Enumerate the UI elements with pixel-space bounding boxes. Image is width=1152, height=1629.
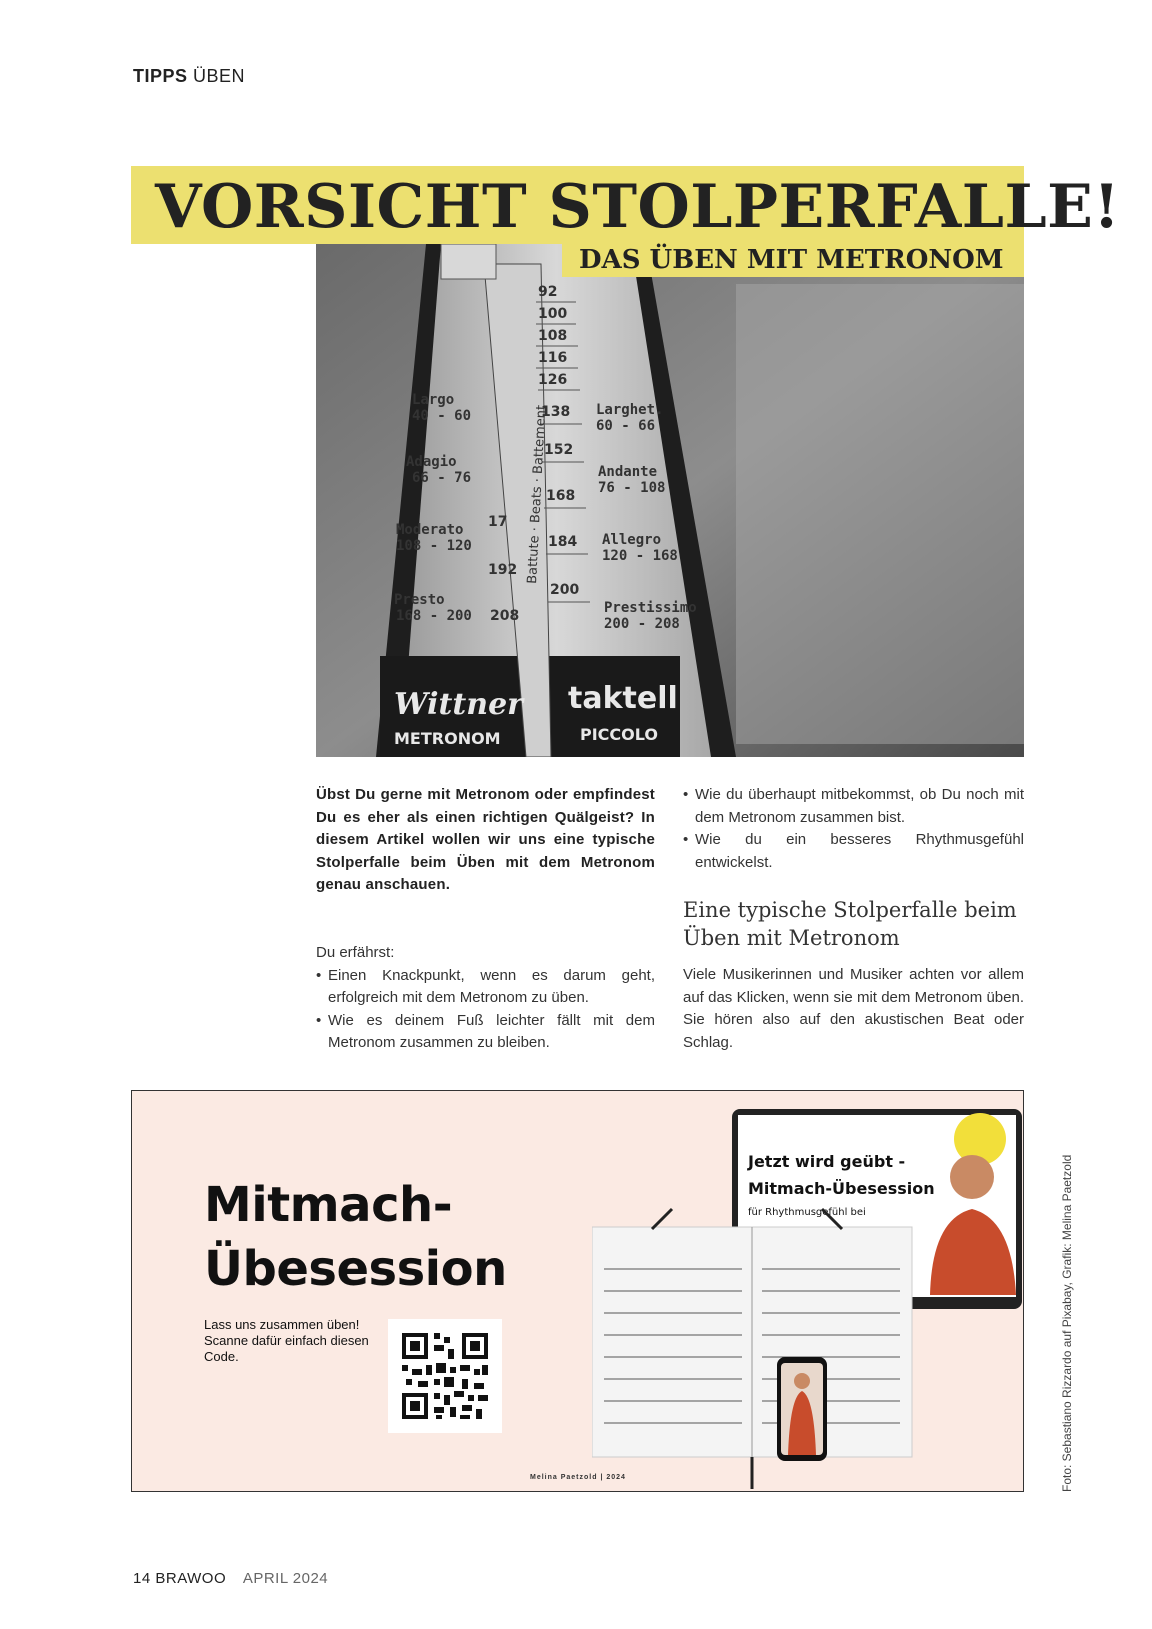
tick-184: 184 — [548, 534, 578, 550]
scale-allegro-name: Allegro — [602, 532, 662, 548]
ad-signature: Melina Paetzold | 2024 — [530, 1474, 626, 1481]
tick-108: 108 — [538, 328, 568, 344]
scale-prestissimo-range: 200 - 208 — [604, 616, 680, 632]
bullet-item: • Wie du ein besseres Rhythmusgefühl entwickelst. — [683, 829, 1024, 874]
scale-moderato-name: Moderato — [396, 522, 464, 538]
screen-title-line2: Mitmach-Übesession — [748, 1179, 935, 1198]
tick-17: 17 — [488, 514, 508, 530]
tick-200: 200 — [550, 582, 580, 598]
magazine-name: BRAWOO — [155, 1570, 227, 1587]
issue-date: APRIL 2024 — [242, 1570, 329, 1587]
tick-152: 152 — [544, 442, 574, 458]
brand-wittner: Wittner — [394, 687, 523, 722]
bullet-item: • Wie es deinem Fuß leichter fällt mit dem Metronom zusammen zu bleiben. — [316, 1010, 655, 1055]
brand-taktell: taktell — [568, 681, 678, 716]
bullet-item: • Einen Knackpunkt, wenn es darum geht, erfolgreich mit dem Metronom zu üben. — [316, 965, 655, 1010]
lead-paragraph: Übst Du gerne mit Metronom oder empfindest Du es eher als einen richtigen Quälgeist? In diesem Artikel wollen wir uns eine typische Stolperfalle beim Üben mit dem Metronom genau anschauen. — [316, 786, 655, 893]
bullet-item: • Wie du überhaupt mitbekommst, ob Du noch mit dem Metronom zusammen bist. — [683, 784, 1024, 829]
tick-92: 92 — [538, 284, 558, 300]
photo-credit: Foto: Sebastiano Rizzardo auf Pixabay, Grafik: Melina Paetzold — [1060, 1154, 1074, 1492]
tick-100: 100 — [538, 306, 568, 322]
ad-title: Mitmach- Übesession — [204, 1177, 507, 1297]
learn-intro: Du erfährst: — [316, 944, 395, 961]
page-footer — [133, 1570, 328, 1587]
scale-adagio-range: 66 - 76 — [412, 470, 472, 486]
learn-list-col2 — [683, 784, 1024, 874]
article-title: VORSICHT STOLPERFALLE! — [155, 172, 1121, 242]
tick-138: 138 — [541, 404, 571, 420]
brand-piccolo: PICCOLO — [580, 725, 658, 744]
brand-metronom: METRONOM — [394, 729, 501, 748]
scale-allegro-range: 120 - 168 — [602, 548, 678, 564]
tick-192: 192 — [488, 562, 518, 578]
tick-208: 208 — [490, 608, 520, 624]
scale-presto-name: Presto — [394, 592, 445, 608]
ad-banner[interactable] — [131, 1090, 1024, 1492]
ad-illustration — [592, 1109, 1022, 1489]
section-paragraph: Viele Musikerinnen und Musiker achten vor allem auf das Klicken, wenn sie mit dem Metronom üben. Sie hören also auf den akustischen Beat oder Schlag. — [683, 966, 1024, 1051]
article-subtitle: DAS ÜBEN MIT METRONOM — [579, 245, 1004, 275]
scale-prestissimo-name: Prestissimo — [604, 600, 697, 616]
scale-larghet-range: 60 - 66 — [596, 418, 656, 434]
scale-largo-range: 40 - 60 — [412, 408, 472, 424]
ad-text: Lass uns zusammen üben! Scanne dafür einfach diesen Code. — [204, 1317, 369, 1364]
scale-moderato-range: 108 - 120 — [396, 538, 472, 554]
screen-title-line1: Jetzt wird geübt - — [748, 1152, 906, 1171]
section-heading: Eine typische Stolperfalle beim Üben mit Metronom — [683, 898, 1017, 950]
screen-subtitle: für Rhythmusgefühl bei — [748, 1207, 866, 1218]
scale-presto-range: 168 - 200 — [396, 608, 472, 624]
page-number: 14 — [133, 1570, 151, 1587]
learn-list-col1 — [316, 942, 655, 1055]
tick-168: 168 — [546, 488, 576, 504]
qr-code[interactable] — [388, 1319, 502, 1433]
scale-vertical-label: Battute · Beats · Battement — [525, 404, 550, 585]
scale-andante-name: Andante — [598, 464, 658, 480]
scale-adagio-name: Adagio — [406, 454, 457, 470]
tick-126: 126 — [538, 372, 568, 388]
scale-andante-range: 76 - 108 — [598, 480, 666, 496]
scale-largo-name: Largo — [412, 392, 455, 408]
scale-larghet-name: Larghet. — [596, 402, 664, 418]
tick-116: 116 — [538, 350, 568, 366]
section-kicker: TIPPS ÜBEN — [133, 66, 246, 86]
metronome-photo — [316, 244, 1024, 757]
